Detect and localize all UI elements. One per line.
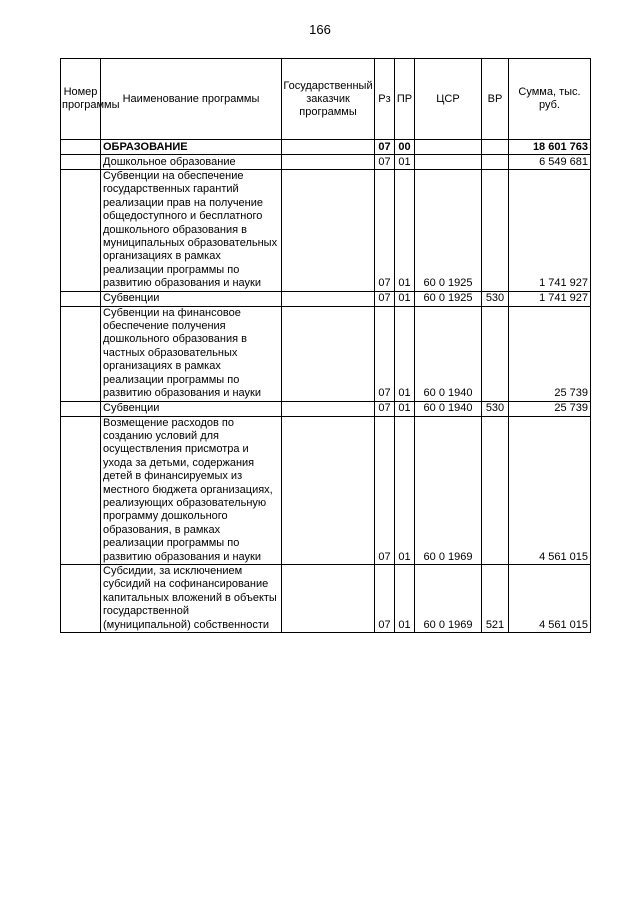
cell-csr: 60 0 1969 (415, 416, 482, 564)
cell-pr: 00 (395, 140, 415, 155)
cell-sum: 4 561 015 (509, 564, 591, 632)
cell-pr: 01 (395, 155, 415, 170)
cell-rz: 07 (375, 401, 395, 416)
cell-csr (415, 140, 482, 155)
table-row (61, 564, 591, 632)
cell-vr (482, 140, 509, 155)
cell-pr: 01 (395, 416, 415, 564)
header-customer: Государственный заказчик программы (282, 59, 375, 140)
cell-csr (415, 155, 482, 170)
cell-name: ОБРАЗОВАНИЕ (101, 140, 282, 155)
cell-number (61, 170, 101, 292)
cell-number (61, 291, 101, 306)
cell-customer (282, 416, 375, 564)
cell-name: Субсидии, за исключением субсидий на софинансирование капитальных вложений в объекты государственной (муниципальной) собственности (101, 564, 282, 632)
header-vr: ВР (482, 59, 509, 140)
cell-vr (482, 306, 509, 401)
table-row (61, 140, 591, 155)
cell-csr: 60 0 1925 (415, 170, 482, 292)
cell-sum: 25 739 (509, 306, 591, 401)
cell-vr: 530 (482, 291, 509, 306)
table-row (61, 170, 591, 292)
cell-rz: 07 (375, 291, 395, 306)
cell-pr: 01 (395, 306, 415, 401)
cell-sum: 1 741 927 (509, 170, 591, 292)
cell-csr: 60 0 1940 (415, 401, 482, 416)
budget-table (60, 58, 591, 633)
cell-pr: 01 (395, 170, 415, 292)
cell-sum: 18 601 763 (509, 140, 591, 155)
cell-csr: 60 0 1969 (415, 564, 482, 632)
table-row (61, 416, 591, 564)
cell-csr: 60 0 1940 (415, 306, 482, 401)
header-sum: Сумма, тыс. руб. (509, 59, 591, 140)
header-program-number: Номер программы (61, 59, 101, 140)
cell-number (61, 401, 101, 416)
cell-number (61, 140, 101, 155)
cell-rz: 07 (375, 170, 395, 292)
cell-vr (482, 170, 509, 292)
cell-rz: 07 (375, 306, 395, 401)
cell-rz: 07 (375, 155, 395, 170)
header-pr: ПР (395, 59, 415, 140)
page-number: 166 (309, 22, 331, 37)
cell-customer (282, 170, 375, 292)
cell-name: Субвенции на обеспечение государственных гарантий реализации прав на получение общедоступного и бесплатного дошкольного образования в муниципальных образовательных организациях в рамках реализации программы по развитию образования и науки (101, 170, 282, 292)
cell-customer (282, 306, 375, 401)
cell-vr (482, 155, 509, 170)
cell-number (61, 155, 101, 170)
cell-pr: 01 (395, 291, 415, 306)
cell-csr: 60 0 1925 (415, 291, 482, 306)
cell-pr: 01 (395, 401, 415, 416)
cell-rz: 07 (375, 564, 395, 632)
cell-name: Субвенции (101, 401, 282, 416)
header-program-name: Наименование программы (101, 59, 282, 140)
cell-customer (282, 155, 375, 170)
cell-customer (282, 140, 375, 155)
header-csr: ЦСР (415, 59, 482, 140)
cell-sum: 6 549 681 (509, 155, 591, 170)
cell-rz: 07 (375, 140, 395, 155)
header-rz: Рз (375, 59, 395, 140)
cell-number (61, 306, 101, 401)
cell-rz: 07 (375, 416, 395, 564)
cell-vr: 521 (482, 564, 509, 632)
table-row (61, 306, 591, 401)
cell-pr: 01 (395, 564, 415, 632)
cell-sum: 4 561 015 (509, 416, 591, 564)
cell-number (61, 416, 101, 564)
table-row (61, 401, 591, 416)
cell-name: Возмещение расходов по созданию условий для осуществления присмотра и ухода за детьми, содержания детей в финансируемых из местного бюджета организациях, реализующих образовательную программу дошкольного образования, в рамках реализации программы по развитию образования и науки (101, 416, 282, 564)
cell-sum: 25 739 (509, 401, 591, 416)
cell-sum: 1 741 927 (509, 291, 591, 306)
cell-customer (282, 401, 375, 416)
cell-name: Дошкольное образование (101, 155, 282, 170)
cell-number (61, 564, 101, 632)
cell-vr: 530 (482, 401, 509, 416)
cell-vr (482, 416, 509, 564)
table-row (61, 291, 591, 306)
cell-name: Субвенции (101, 291, 282, 306)
cell-name: Субвенции на финансовое обеспечение получения дошкольного образования в частных образовательных организациях в рамках реализации программы по развитию образования и науки (101, 306, 282, 401)
table-header-row (61, 59, 591, 140)
cell-customer (282, 291, 375, 306)
cell-customer (282, 564, 375, 632)
table-row (61, 155, 591, 170)
